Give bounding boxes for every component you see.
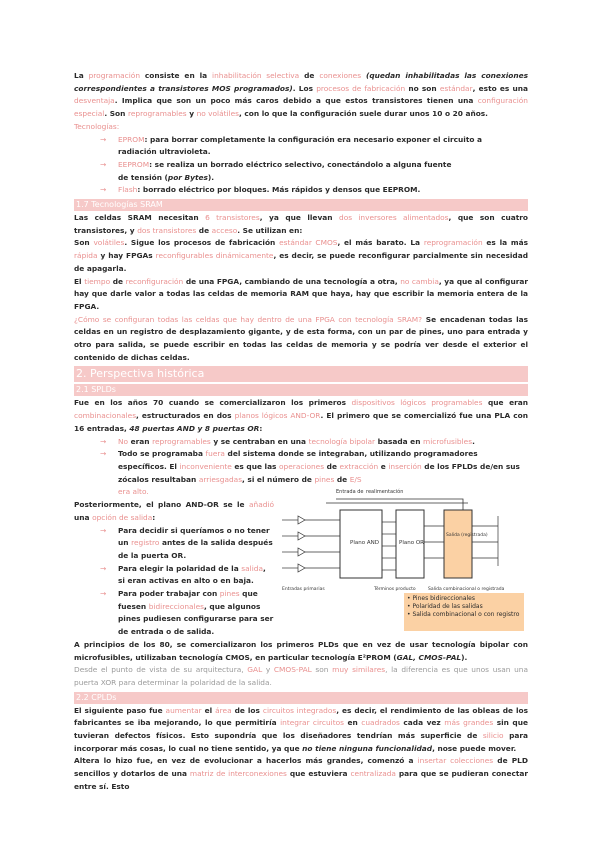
list-item: → Todo se programaba fuera del sistema donde se integraban, utilizando programadores específicos. El inconveniente es que las operaciones de extracción e inserción de los FPLDs de/en sus zócalos resultaban arriesgadas, si el número de pines de E/S bbox=[106, 448, 528, 486]
section-heading-2: 2. Perspectiva histórica bbox=[74, 366, 528, 382]
feedback-label-1: Entrada de bbox=[336, 489, 364, 496]
tech-label: Tecnologías: bbox=[74, 121, 120, 131]
pld-architecture-figure bbox=[278, 486, 524, 652]
comb-output-label: Salida combinacional o registrada bbox=[428, 587, 505, 593]
intro-paragraph: La programación consiste en la inhabilitación selectiva de conexiones (quedan inhabilitadas las conexiones correspondientes a transistores MOS programados). Los procesos de fabricación no son estándar, esto es una desventaja. Implica que son un poco más caros debido a que estos transistores tienen una configuración especial. Son reprogramables y no volátiles, con lo que la configuración suele durar unos 10 o 20 años. bbox=[74, 71, 529, 119]
list-item: → EPROM: para borrar completamente la configuración era necesario exponer el circuito a bbox=[106, 134, 528, 147]
spld-paragraph-4: Desde el punto de vista de su arquitectura, GAL y CMOS-PAL son muy similares, la diferencia es que unos usan una puerta XOR para determinar la polaridad de la salida. bbox=[74, 665, 528, 687]
feedback-label-2: realimentación bbox=[366, 489, 404, 496]
sram-paragraph-4: ¿Cómo se configuran todas las celdas que hay dentro de una FPGA con tecnología SRAM? Se encadenan todas las celdas en un registro de desplazamiento gigante, y de esta forma, con un par de pines, uno para entrada y otro para salida, se puede escribir en todas las celdas de memoria y se podría ver desde el exterior el contenido de dichas celdas. bbox=[74, 314, 528, 362]
spld-paragraph-2: Posteriormente, el plano AND-OR se le añadió una opción de salida: bbox=[74, 500, 274, 522]
list-item: → EEPROM: se realiza un borrado eléctrico selectivo, conectándolo a alguna fuente bbox=[106, 159, 528, 172]
or-plane-label: Plano OR bbox=[399, 540, 424, 547]
sram-paragraph-2: Son volátiles. Sigue los procesos de fabricación estándar CMOS, el más barato. La reprogramación es la más rápida y hay FPGAs reconfigurables dinámicamente, es decir, se puede reconfigurar parcialmente sin necesidad de apagarla. bbox=[74, 238, 528, 273]
output-label: Salida (registrada) bbox=[446, 533, 488, 539]
spld-paragraph-3: A principios de los 80, se comercializaron los primeros PLDs que en vez de usar tecnología bipolar con microfusibles, utilizaban tecnología CMOS, en particular tecnología E²PROM (GAL, CMOS-PAL). bbox=[74, 639, 528, 662]
list-item: → Para decidir si queríamos o no tener un registro antes de la salida después de la puerta OR. bbox=[106, 525, 274, 563]
section-heading-2-1: 2.1 SPLDs bbox=[74, 384, 528, 396]
output-box bbox=[444, 510, 472, 578]
cpld-paragraph-2: Altera lo hizo fue, en vez de evolucionar a hacerlos más grandes, comenzó a insertar colecciones de PLD sencillos y dotarlos de una matriz de interconexiones que estuviera centralizada para que se pudieran conectar entre sí. Esto bbox=[74, 756, 528, 791]
list-item: radiación ultravioleta. bbox=[118, 147, 211, 157]
tech-list bbox=[74, 134, 528, 198]
list-item: → Para poder trabajar con pines que fuesen bidireccionales, que algunos pines pudiesen configurarse para ser de entrada o de salida. bbox=[106, 588, 274, 639]
section-heading-2-2: 2.2 CPLDs bbox=[74, 692, 528, 704]
note-polarity: • Polaridad de las salidas bbox=[407, 603, 483, 611]
list-item: → Para elegir la polaridad de la salida, si eran activas en alto o en baja. bbox=[106, 563, 274, 588]
list-item: de tensión (por Bytes). bbox=[118, 172, 215, 182]
note-comb-register: • Salida combinacional o con registro bbox=[407, 611, 520, 619]
inputs-label: Entradas primarias bbox=[282, 587, 325, 593]
sram-paragraph-1: Las celdas SRAM necesitan 6 transistores, ya que llevan dos inversores alimentados, que son cuatro transistores, y dos transistores de acceso. Se utilizan en: bbox=[74, 213, 528, 235]
spld-paragraph-1: Fue en los años 70 cuando se comercializaron los primeros dispositivos lógicos programables que eran combinacionales, estructurados en dos planos lógicos AND-OR. El primero que se comercializó fue una PLA con 16 entradas, 48 puertas AND y 8 puertas OR: bbox=[74, 398, 529, 433]
list-item: → Flash: borrado eléctrico por bloques. Más rápidos y densos que EEPROM. bbox=[106, 184, 528, 197]
cpld-paragraph-1: El siguiente paso fue aumentar el área de los circuitos integrados, es decir, el rendimiento de las obleas de los fabricantes se iba mejorando, lo que permitiría integrar circuitos en cuadrados cada vez más grandes sin que tuvieran defectos físicos. Esto supondría que los diseñadores tendrían más superficie de silicio para incorporar más cosas, lo cual no tiene sentido, ya que no tiene ninguna funcionalidad, nose puede mover. bbox=[74, 705, 528, 753]
list-item: → No eran reprogramables y se centraban en una tecnología bipolar basada en microfusibles. bbox=[106, 436, 528, 449]
spld-list bbox=[74, 436, 528, 487]
list-item-tail: era alto. bbox=[118, 487, 149, 497]
figure-note-box bbox=[404, 593, 524, 631]
and-plane-label: Plano AND bbox=[350, 540, 379, 547]
sram-paragraph-3: El tiempo de reconfiguración de una FPGA, cambiando de una tecnología a otra, no cambia, ya que al configurar hay que darle valor a todas las celdas de memoria RAM que haya, hay que escribir la memoria entera de la FPGA. bbox=[74, 276, 529, 311]
pld-diagram bbox=[278, 486, 524, 596]
product-terms-label: Términos producto bbox=[374, 587, 416, 593]
output-options-list bbox=[74, 525, 274, 639]
figure-section bbox=[74, 486, 528, 638]
section-heading-1-7: 1.7 Tecnologías SRAM bbox=[74, 199, 528, 211]
document-page bbox=[74, 70, 528, 794]
note-bidirectional: • Pines bidireccionales bbox=[407, 595, 476, 603]
